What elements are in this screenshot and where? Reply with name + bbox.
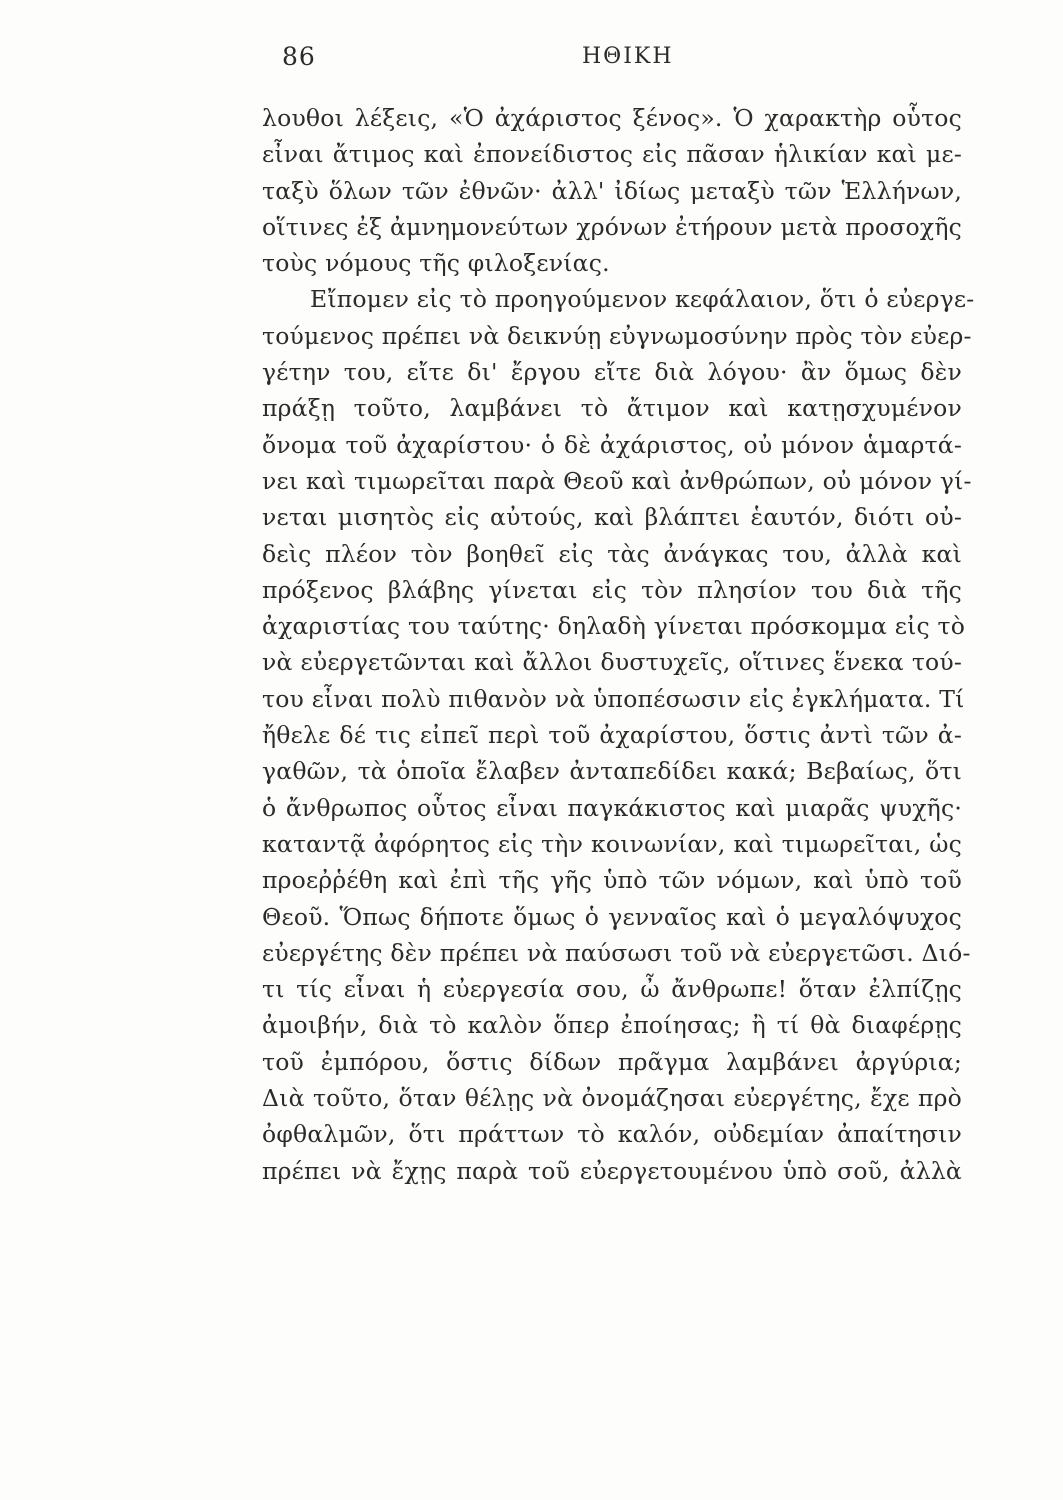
text-line: τι τίς εἶναι ἡ εὐεργεσία σου, ὦ ἄνθρωπε! ὅταν ἐλπίζῃς (262, 975, 962, 1004)
text-line: πρέπει νὰ ἔχῃς παρὰ τοῦ εὐεργετουμένου ὑπὸ σοῦ, ἀλλὰ (262, 1156, 962, 1185)
text-line: νει καὶ τιμωρεῖται παρὰ Θεοῦ καὶ ἀνθρώπων, οὐ μόνον γί- (262, 466, 972, 495)
text-line: ταξὺ ὅλων τῶν ἐθνῶν· ἀλλ' ἰδίως μεταξὺ τῶν Ἑλλήνων, (262, 176, 962, 205)
text-line: Θεοῦ. Ὅπως δήποτε ὅμως ὁ γενναῖος καὶ ὁ μεγαλόψυχος (262, 902, 962, 931)
text-line: δεὶς πλέον τὸν βοηθεῖ εἰς τὰς ἀνάγκας του, ἀλλὰ καὶ (262, 539, 962, 568)
page-header (282, 42, 962, 82)
text-line: ἀμοιβήν, διὰ τὸ καλὸν ὅπερ ἐποίησας; ἢ τί θὰ διαφέρῃς (262, 1011, 962, 1040)
text-line: λουθοι λέξεις, «Ὁ ἀχάριστος ξένος». Ὁ χαρακτὴρ οὗτος (262, 104, 962, 132)
body-text (262, 100, 975, 1189)
paragraph-start-line: Εἴπομεν εἰς τὸ προηγούμενον κεφάλαιον, ὅτι ὁ εὐεργε- (310, 285, 975, 314)
text-line: πράξῃ τοῦτο, λαμβάνει τὸ ἄτιμον καὶ κατῃσχυμένον (262, 394, 962, 423)
text-line: νεται μισητὸς εἰς αὐτούς, καὶ βλάπτει ἑαυτόν, διότι οὐ- (262, 503, 962, 532)
text-line: γέτην του, εἴτε δι' ἔργου εἴτε διὰ λόγου· ἂν ὅμως δὲν (262, 358, 962, 387)
text-line: ὄνομα τοῦ ἀχαρίστου· ὁ δὲ ἀχάριστος, οὐ μόνον ἁμαρτά- (262, 430, 962, 459)
text-line: τούμενος πρέπει νὰ δεικνύῃ εὐγνωμοσύνην πρὸς τὸν εὐερ- (262, 321, 972, 350)
text-line: ὁ ἄνθρωπος οὗτος εἶναι παγκάκιστος καὶ μιαρᾶς ψυχῆς· (262, 793, 962, 822)
text-line: πρόξενος βλάβης γίνεται εἰς τὸν πλησίον του διὰ τῆς (262, 575, 962, 604)
text-line: καταντᾷ ἀφόρητος εἰς τὴν κοινωνίαν, καὶ τιμωρεῖται, ὡς (262, 829, 962, 858)
text-line: ὀφθαλμῶν, ὅτι πράττων τὸ καλόν, οὐδεμίαν ἀπαίτησιν (262, 1120, 962, 1149)
text-line: του εἶναι πολὺ πιθανὸν νὰ ὑποπέσωσιν εἰς ἐγκλήματα. Τί (262, 684, 965, 713)
text-line: γαθῶν, τὰ ὁποῖα ἔλαβεν ἀνταπεδίδει κακά; Βεβαίως, ὅτι (262, 757, 962, 786)
text-line: τοὺς νόμους τῆς φιλοξενίας. (262, 249, 610, 278)
text-line: εἶναι ἄτιμος καὶ ἐπονείδιστος εἰς πᾶσαν ἡλικίαν καὶ με- (262, 140, 962, 169)
page-number: 86 (282, 42, 316, 71)
text-line: νὰ εὐεργετῶνται καὶ ἄλλοι δυστυχεῖς, οἵτινες ἕνεκα τού- (262, 648, 962, 677)
text-line: Διὰ τοῦτο, ὅταν θέλῃς νὰ ὀνομάζησαι εὐεργέτης, ἔχε πρὸ (262, 1084, 962, 1113)
text-line: εὐεργέτης δὲν πρέπει νὰ παύσωσι τοῦ νὰ εὐεργετῶσι. Διό- (262, 938, 971, 967)
running-title: ΗΘΙΚΗ (582, 44, 674, 69)
text-line: ἤθελε δέ τις εἰπεῖ περὶ τοῦ ἀχαρίστου, ὅστις ἀντὶ τῶν ἀ- (262, 721, 962, 750)
text-line: οἵτινες ἐξ ἀμνημονεύτων χρόνων ἐτήρουν μετὰ προσοχῆς (262, 212, 962, 241)
text-line: ἀχαριστίας του ταύτης· δηλαδὴ γίνεται πρόσκομμα εἰς τὸ (262, 612, 966, 641)
text-line: προεῤῥέθη καὶ ἐπὶ τῆς γῆς ὑπὸ τῶν νόμων, καὶ ὑπὸ τοῦ (262, 866, 962, 895)
text-line: τοῦ ἐμπόρου, ὅστις δίδων πρᾶγμα λαμβάνει ἀργύρια; (262, 1047, 962, 1076)
